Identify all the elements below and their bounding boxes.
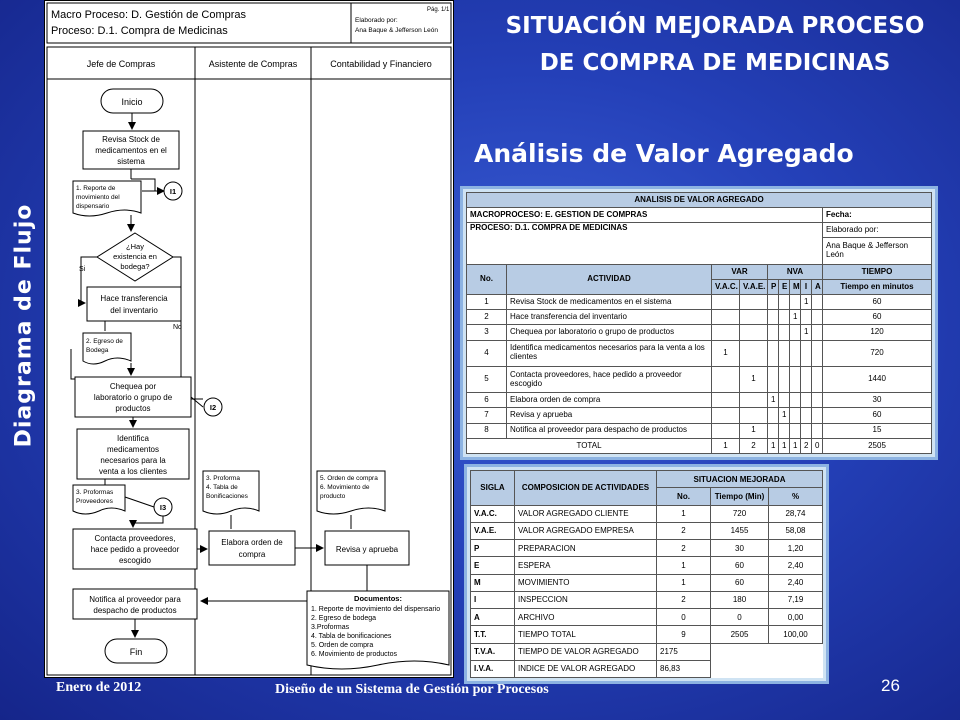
main-title <box>470 8 960 82</box>
sit-row <box>471 522 823 539</box>
ava-macro: MACROPROCESO: E. GESTION DE COMPRAS <box>467 208 823 223</box>
ava-row-m <box>790 340 801 366</box>
ava-row-no: 8 <box>467 423 507 438</box>
ava-row-e <box>779 310 790 325</box>
ava-row-m: 1 <box>790 310 801 325</box>
sit-row-comp: VALOR AGREGADO EMPRESA <box>515 522 657 539</box>
svg-text:Proveedores: Proveedores <box>76 498 113 505</box>
ava-row <box>467 325 932 340</box>
svg-text:5. Orden de compra: 5. Orden de compra <box>311 642 374 649</box>
ava-row-a <box>812 310 823 325</box>
sit-row-sigla: E <box>471 557 515 574</box>
ava-col-var: VAR <box>712 264 768 279</box>
sit-tva-comp: TIEMPO DE VALOR AGREGADO <box>515 643 657 660</box>
sit-row-sigla: V.A.E. <box>471 522 515 539</box>
svg-text:del inventario: del inventario <box>110 306 158 315</box>
ava-row-p <box>768 310 779 325</box>
ava-row-t: 720 <box>823 340 932 366</box>
ava-row-t: 1440 <box>823 366 932 392</box>
svg-text:I1: I1 <box>169 187 177 196</box>
ava-row <box>467 393 932 408</box>
sit-col-comp: COMPOSICION DE ACTIVIDADES <box>515 471 657 506</box>
ava-row-p <box>768 366 779 392</box>
ava-row-i <box>801 340 812 366</box>
sit-row-t: 60 <box>711 574 769 591</box>
sit-row-pct: 2,40 <box>769 557 823 574</box>
svg-text:6. Movimiento de: 6. Movimiento de <box>320 484 370 491</box>
svg-text:I3: I3 <box>159 503 167 512</box>
ava-row-a <box>812 366 823 392</box>
ava-row-no: 4 <box>467 340 507 366</box>
sit-row-pct: 100,00 <box>769 626 823 643</box>
sit-row-t: 0 <box>711 609 769 626</box>
sit-row-t: 60 <box>711 557 769 574</box>
svg-text:1. Reporte de: 1. Reporte de <box>76 185 116 192</box>
ava-row-i <box>801 393 812 408</box>
lane-asistente: Asistente de Compras <box>208 59 298 69</box>
decision-no: No <box>173 324 182 331</box>
end-label: Fin <box>129 647 143 657</box>
side-title-text: Diagrama de Flujo <box>11 203 37 447</box>
sit-row <box>471 591 823 608</box>
ava-row-e: 1 <box>779 408 790 423</box>
main-title-line2: DE COMPRA DE MEDICINAS <box>539 50 891 76</box>
ava-fecha: Fecha: <box>823 208 932 223</box>
sit-row-pct: 2,40 <box>769 574 823 591</box>
sit-row <box>471 574 823 591</box>
ava-row-m <box>790 408 801 423</box>
sit-row-no: 9 <box>657 626 711 643</box>
ava-row-e <box>779 366 790 392</box>
ava-row-e <box>779 423 790 438</box>
main-title-line1: SITUACIÓN MEJORADA PROCESO <box>505 13 925 39</box>
sit-row-comp: VALOR AGREGADO CLIENTE <box>515 505 657 522</box>
ava-sub-m: M <box>790 279 801 294</box>
ava-row <box>467 340 932 366</box>
ava-row-e <box>779 340 790 366</box>
svg-text:3.Proformas: 3.Proformas <box>311 624 350 631</box>
sit-table-frame <box>464 464 829 684</box>
sit-row-no: 1 <box>657 505 711 522</box>
ava-row-i: 1 <box>801 295 812 310</box>
ava-row-vae: 1 <box>740 423 768 438</box>
sit-table <box>470 470 823 678</box>
ava-row <box>467 310 932 325</box>
svg-text:5. Orden de compra: 5. Orden de compra <box>320 475 378 482</box>
sit-row-t: 720 <box>711 505 769 522</box>
ava-col-actividad: ACTIVIDAD <box>507 264 712 294</box>
sit-row-pct: 7,19 <box>769 591 823 608</box>
ava-sub-e: E <box>779 279 790 294</box>
sit-col-no: No. <box>657 488 711 505</box>
sit-row-comp: MOVIMIENTO <box>515 574 657 591</box>
sit-rows <box>471 505 823 643</box>
sit-row-sigla: V.A.C. <box>471 505 515 522</box>
decision-si: Si <box>79 266 86 273</box>
sit-row-t: 1455 <box>711 522 769 539</box>
ava-row-actividad: Notifica al proveedor para despacho de productos <box>507 423 712 438</box>
ava-total-m: 1 <box>790 438 801 453</box>
svg-text:Notifica al proveedor para: Notifica al proveedor para <box>89 595 181 604</box>
svg-text:1. Reporte de movimiento del d: 1. Reporte de movimiento del dispensario <box>311 606 441 613</box>
svg-text:hace pedido a proveedor: hace pedido a proveedor <box>90 545 180 554</box>
ava-row-t: 60 <box>823 310 932 325</box>
ava-title: ANALISIS DE VALOR AGREGADO <box>467 193 932 208</box>
flowchart <box>44 0 454 678</box>
ava-row-no: 6 <box>467 393 507 408</box>
ava-sub-vac: V.A.C. <box>712 279 740 294</box>
ava-row-actividad: Contacta proveedores, hace pedido a proveedor escogido <box>507 366 712 392</box>
ava-row-p <box>768 340 779 366</box>
ava-total-label: TOTAL <box>467 438 712 453</box>
ava-row-m <box>790 423 801 438</box>
svg-text:Revisa y aprueba: Revisa y aprueba <box>335 545 399 554</box>
ava-row-actividad: Hace transferencia del inventario <box>507 310 712 325</box>
ava-proceso: PROCESO: D.1. COMPRA DE MEDICINAS <box>467 223 823 265</box>
svg-text:2. Egreso de bodega: 2. Egreso de bodega <box>311 615 376 622</box>
ava-total-tiempo: 2505 <box>823 438 932 453</box>
flow-page: Pág. 1/1 <box>427 7 450 13</box>
ava-row-vae <box>740 408 768 423</box>
ava-row-t: 60 <box>823 408 932 423</box>
side-title <box>4 160 44 490</box>
svg-text:6. Movimiento de productos: 6. Movimiento de productos <box>311 651 397 658</box>
sit-row-sigla: A <box>471 609 515 626</box>
ava-row <box>467 408 932 423</box>
sit-row-pct: 1,20 <box>769 540 823 557</box>
ava-row-a <box>812 408 823 423</box>
svg-text:escogido: escogido <box>118 556 152 565</box>
svg-text:Hace transferencia: Hace transferencia <box>100 294 168 303</box>
sit-row-comp: PREPARACION <box>515 540 657 557</box>
sit-row-pct: 0,00 <box>769 609 823 626</box>
ava-row-t: 60 <box>823 295 932 310</box>
ava-row-vae <box>740 325 768 340</box>
ava-row-e <box>779 325 790 340</box>
sit-row <box>471 626 823 643</box>
ava-row-vac <box>712 325 740 340</box>
ava-row-vac <box>712 295 740 310</box>
ava-elaborado: Elaborado por: <box>823 223 932 238</box>
flow-autores: Ana Baque & Jefferson León <box>355 27 438 34</box>
svg-text:necesarios para la: necesarios para la <box>100 456 166 465</box>
sit-iva-empty2 <box>769 660 823 677</box>
page-number: 26 <box>881 676 900 695</box>
svg-text:4. Tabla de: 4. Tabla de <box>206 484 238 491</box>
ava-row-a <box>812 393 823 408</box>
ava-row-p <box>768 408 779 423</box>
sit-row-pct: 58,08 <box>769 522 823 539</box>
ava-row-a <box>812 423 823 438</box>
sit-tva-empty <box>711 643 769 660</box>
ava-row-p <box>768 423 779 438</box>
ava-row-actividad: Elabora orden de compra <box>507 393 712 408</box>
svg-text:existencia en: existencia en <box>113 252 157 261</box>
svg-text:medicamentos en el: medicamentos en el <box>95 146 167 155</box>
ava-row-i <box>801 408 812 423</box>
ava-row-vac <box>712 310 740 325</box>
ava-total-e: 1 <box>779 438 790 453</box>
svg-text:venta a los clientes: venta a los clientes <box>98 467 168 476</box>
sit-row-no: 1 <box>657 574 711 591</box>
svg-text:Elabora orden de: Elabora orden de <box>221 538 283 547</box>
flow-elaborado: Elaborado por: <box>355 17 398 24</box>
ava-row-i <box>801 310 812 325</box>
ava-row-actividad: Revisa y aprueba <box>507 408 712 423</box>
ava-row-vae: 1 <box>740 366 768 392</box>
ava-row-no: 2 <box>467 310 507 325</box>
sit-tva-sigla: T.V.A. <box>471 643 515 660</box>
ava-row-actividad: Revisa Stock de medicamentos en el sistema <box>507 295 712 310</box>
ava-row-i: 1 <box>801 325 812 340</box>
flow-proceso: Proceso: D.1. Compra de Medicinas <box>51 25 228 37</box>
ava-total-vac: 1 <box>712 438 740 453</box>
svg-text:3. Proforma: 3. Proforma <box>206 475 240 482</box>
svg-text:3. Proformas: 3. Proformas <box>76 489 114 496</box>
ava-row-no: 3 <box>467 325 507 340</box>
ava-row-actividad: Chequea por laboratorio o grupo de productos <box>507 325 712 340</box>
lane-contabilidad: Contabilidad y Financiero <box>330 59 432 69</box>
sit-row-no: 1 <box>657 557 711 574</box>
svg-text:4. Tabla de bonificaciones: 4. Tabla de bonificaciones <box>311 633 392 640</box>
sit-row-sigla: P <box>471 540 515 557</box>
sit-row <box>471 505 823 522</box>
ava-row-vae <box>740 340 768 366</box>
sit-iva-comp: INDICE DE VALOR AGREGADO <box>515 660 657 677</box>
svg-text:compra: compra <box>238 550 266 559</box>
flowchart-canvas <box>45 1 453 677</box>
svg-text:¿Hay: ¿Hay <box>126 242 144 251</box>
svg-text:despacho de productos: despacho de productos <box>93 606 177 615</box>
sit-tva-empty2 <box>769 643 823 660</box>
sit-row-no: 2 <box>657 522 711 539</box>
sit-col-tiempo: Tiempo (Min) <box>711 488 769 505</box>
ava-row-a <box>812 340 823 366</box>
svg-text:Documentos:: Documentos: <box>354 594 402 603</box>
ava-row-a <box>812 295 823 310</box>
ava-row-p <box>768 295 779 310</box>
ava-row-m <box>790 325 801 340</box>
svg-text:Revisa Stock de: Revisa Stock de <box>102 135 160 144</box>
ava-row-m <box>790 295 801 310</box>
ava-row-vac <box>712 423 740 438</box>
sit-iva-value: 86,83 <box>657 660 711 677</box>
svg-text:Bonificaciones: Bonificaciones <box>206 493 248 500</box>
start-label: Inicio <box>121 97 143 107</box>
sit-row-no: 2 <box>657 540 711 557</box>
sit-row-t: 2505 <box>711 626 769 643</box>
sit-iva-sigla: I.V.A. <box>471 660 515 677</box>
ava-autores: Ana Baque & Jefferson León <box>823 238 932 264</box>
svg-text:Bodega: Bodega <box>86 347 109 354</box>
sit-col-sit: SITUACION MEJORADA <box>657 471 823 488</box>
ava-row-vac <box>712 366 740 392</box>
sit-row-comp: TIEMPO TOTAL <box>515 626 657 643</box>
ava-row <box>467 423 932 438</box>
sit-row-t: 180 <box>711 591 769 608</box>
sit-row-sigla: I <box>471 591 515 608</box>
svg-text:laboratorio o grupo de: laboratorio o grupo de <box>93 393 173 402</box>
ava-total-i: 2 <box>801 438 812 453</box>
svg-text:2. Egreso de: 2. Egreso de <box>86 338 123 345</box>
ava-sub-a: A <box>812 279 823 294</box>
ava-row-t: 30 <box>823 393 932 408</box>
ava-row-vae <box>740 295 768 310</box>
sit-col-pct: % <box>769 488 823 505</box>
sit-row-pct: 28,74 <box>769 505 823 522</box>
svg-text:bodega?: bodega? <box>120 262 150 271</box>
ava-row-vac <box>712 408 740 423</box>
ava-row-e <box>779 393 790 408</box>
sit-row-comp: ESPERA <box>515 557 657 574</box>
sit-row-comp: ARCHIVO <box>515 609 657 626</box>
ava-row-vac <box>712 393 740 408</box>
elabora-orden-box <box>209 531 295 565</box>
sit-row-no: 0 <box>657 609 711 626</box>
sit-row-t: 30 <box>711 540 769 557</box>
svg-text:producto: producto <box>320 493 346 500</box>
ava-row-no: 1 <box>467 295 507 310</box>
ava-row-m <box>790 366 801 392</box>
ava-row-i <box>801 423 812 438</box>
ava-row-i <box>801 366 812 392</box>
flow-macro: Macro Proceso: D. Gestión de Compras <box>51 9 247 21</box>
footer-date: Enero de 2012 <box>56 680 142 695</box>
ava-sub-i: I <box>801 279 812 294</box>
ava-rows <box>467 295 932 439</box>
sub-title: Análisis de Valor Agregado <box>474 139 854 168</box>
ava-row-e <box>779 295 790 310</box>
transferencia-box <box>87 287 181 321</box>
svg-text:movimiento del: movimiento del <box>76 194 120 201</box>
ava-row-p: 1 <box>768 393 779 408</box>
ava-sub-vae: V.A.E. <box>740 279 768 294</box>
sit-row-sigla: M <box>471 574 515 591</box>
sit-tva-value: 2175 <box>657 643 711 660</box>
ava-row <box>467 366 932 392</box>
ava-col-tiempo: TIEMPO <box>823 264 932 279</box>
svg-text:sistema: sistema <box>117 157 145 166</box>
ava-row <box>467 295 932 310</box>
ava-table-frame <box>460 186 938 460</box>
ava-table <box>466 192 932 454</box>
svg-text:medicamentos: medicamentos <box>106 445 160 454</box>
ava-sub-tiempo: Tiempo en minutos <box>823 279 932 294</box>
ava-row-vae <box>740 310 768 325</box>
footer-thesis: Diseño de un Sistema de Gestión por Procesos <box>275 682 549 697</box>
ava-row-m <box>790 393 801 408</box>
sit-row <box>471 609 823 626</box>
sit-row-no: 2 <box>657 591 711 608</box>
ava-row-p <box>768 325 779 340</box>
ava-row-vac: 1 <box>712 340 740 366</box>
ava-row-no: 5 <box>467 366 507 392</box>
lane-jefe: Jefe de Compras <box>86 59 156 69</box>
sit-row-sigla: T.T. <box>471 626 515 643</box>
svg-text:I2: I2 <box>209 403 217 412</box>
svg-text:Contacta proveedores,: Contacta proveedores, <box>94 534 176 543</box>
svg-text:dispensario: dispensario <box>76 203 110 210</box>
sit-row <box>471 540 823 557</box>
ava-row-t: 120 <box>823 325 932 340</box>
svg-text:Identifica: Identifica <box>116 434 150 443</box>
ava-col-no: No. <box>467 264 507 294</box>
ava-total-vae: 2 <box>740 438 768 453</box>
ava-row-t: 15 <box>823 423 932 438</box>
ava-col-nva: NVA <box>768 264 823 279</box>
ava-total-p: 1 <box>768 438 779 453</box>
sit-row-comp: INSPECCION <box>515 591 657 608</box>
svg-text:Chequea por: Chequea por <box>109 382 157 391</box>
sit-iva-empty <box>711 660 769 677</box>
svg-text:productos: productos <box>115 404 151 413</box>
ava-row-no: 7 <box>467 408 507 423</box>
ava-row-actividad: Identifica medicamentos necesarios para la venta a los clientes <box>507 340 712 366</box>
sit-col-sigla: SIGLA <box>471 471 515 506</box>
sit-row <box>471 557 823 574</box>
ava-sub-p: P <box>768 279 779 294</box>
ava-total-a: 0 <box>812 438 823 453</box>
ava-row-vae <box>740 393 768 408</box>
ava-row-a <box>812 325 823 340</box>
